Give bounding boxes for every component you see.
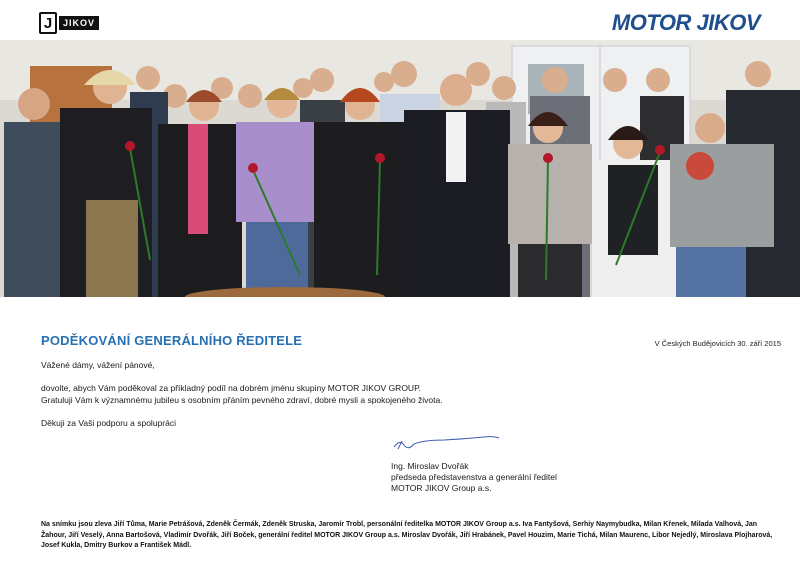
signer-name: Ing. Miroslav Dvořák xyxy=(391,461,469,471)
jikov-logo xyxy=(39,12,99,34)
jikov-logo-text: JIKOV xyxy=(59,16,99,30)
place-date: V Českých Budějovicích 30. září 2015 xyxy=(654,339,781,348)
group-photo-illustration xyxy=(0,40,800,297)
body-text-line-2: Gratuluji Vám k významnému jubileu s osobním přáním pevného zdraví, dobré mysli a spokojeného života. xyxy=(41,395,443,405)
signer-role: předseda představenstva a generální ředitel xyxy=(391,472,557,482)
letter-title: PODĚKOVÁNÍ GENERÁLNÍHO ŘEDITELE xyxy=(41,333,303,348)
jikov-logo-mark: J xyxy=(39,12,57,34)
signer-company: MOTOR JIKOV Group a.s. xyxy=(391,483,492,493)
motor-jikov-logo: MOTOR JIKOV xyxy=(611,10,760,35)
closing-line: Děkuji za Vaši podporu a spolupráci xyxy=(41,418,176,428)
photo-caption: Na snímku jsou zleva Jiří Tůma, Marie Petrášová, Zdeněk Čermák, Zdeněk Struska, Jaromír Trobl, personální ředitelka MOTOR JIKOV Group a.s. Iva Fantyšová, Serhiy Naymybudka, Milan Křenek, Milada Valhová, Jan Žahour, Jiří Veselý, Anna Bartošová, Vladimír Dvořák, Jiří Boček, generální ředitel MOTOR JIKOV Group a.s. Miroslav Dvořák, Jiří Hrabánek, Pavel Houzim, Marie Tichá, Milan Maurenc, Libor Nejedlý, Miroslava Plojharová, Josef Kukla, Dmitry Burkov a František Mádl. xyxy=(41,521,773,549)
salutation: Vážené dámy, vážení pánové, xyxy=(41,360,155,370)
handwritten-signature xyxy=(392,435,502,453)
body-text-line-1: dovolte, abych Vám poděkoval za příkladný podíl na dobrém jménu skupiny MOTOR JIKOV GROUP. xyxy=(41,383,422,393)
group-photo xyxy=(0,40,800,297)
